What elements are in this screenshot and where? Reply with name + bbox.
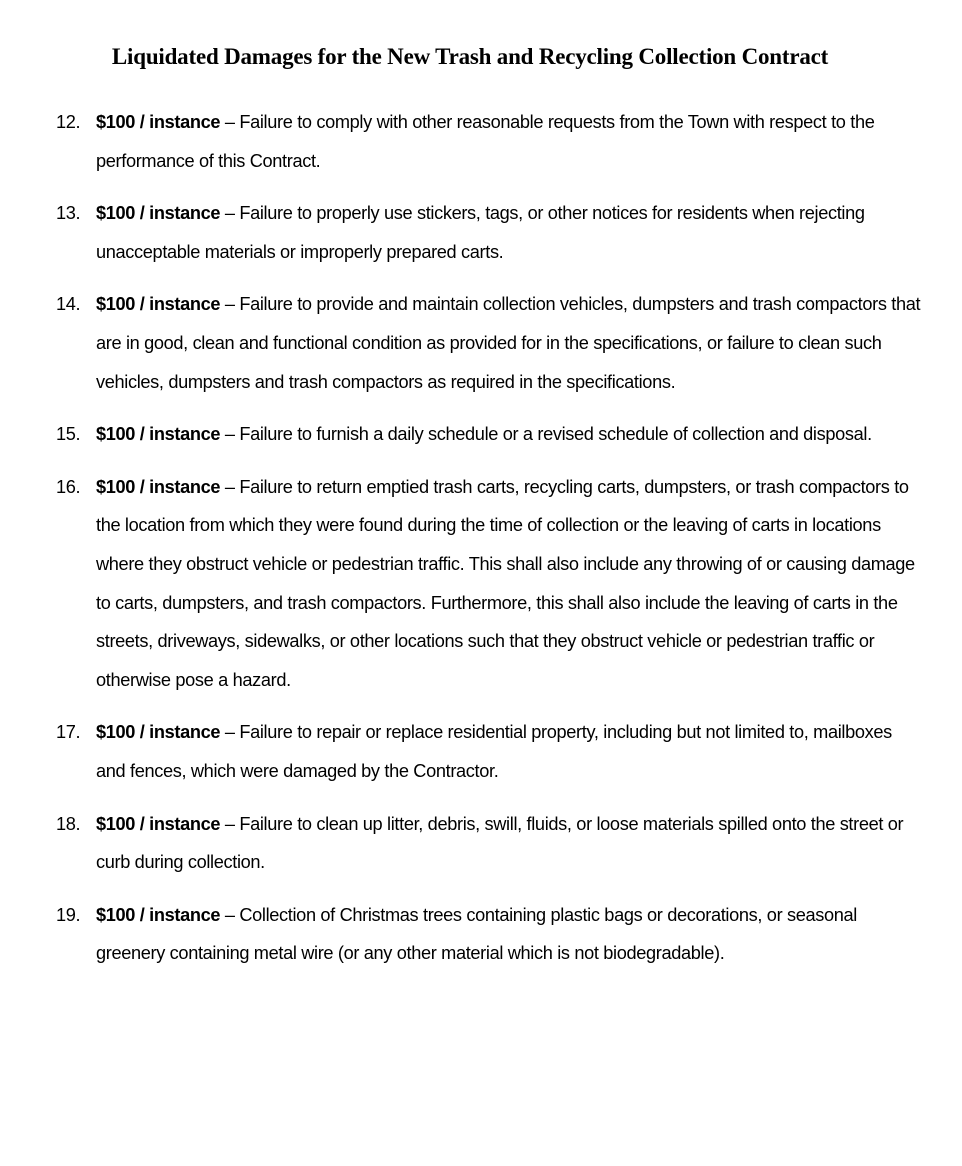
item-amount: $100 / instance xyxy=(96,294,221,315)
list-item xyxy=(0,285,962,401)
item-amount: $100 / instance xyxy=(96,112,221,132)
item-number: 19. xyxy=(56,904,81,925)
item-text: – Collection of Christmas trees containing plastic bags or decorations, or seasonal greenery containing metal wire (or any other material which is not biodegradable). xyxy=(96,904,857,964)
liquidated-damages-list xyxy=(0,103,962,987)
item-text: – Failure to clean up litter, debris, swill, fluids, or loose materials spilled onto the street or curb during collection. xyxy=(96,813,904,873)
item-amount: $100 / instance xyxy=(96,203,221,224)
item-text: – Failure to comply with other reasonable requests from the Town with respect to the performance of this Contract. xyxy=(96,112,875,171)
item-text: – Failure to return emptied trash carts, recycling carts, dumpsters, or trash compactors to the location from which they were found during the time of collection or the leaving of carts in locations where they obstruct vehicle or pedestrian traffic. This shall also include any throwing of or causing damage to carts, dumpsters, and trash compactors. Furthermore, this shall also include the leaving of carts in the streets, driveways, sidewalks, or other locations such that they obstruct vehicle or pedestrian traffic or otherwise pose a hazard. xyxy=(96,476,915,690)
item-text: – Failure to repair or replace residential property, including but not limited to, mailboxes and fences, which were damaged by the Contractor. xyxy=(96,722,892,781)
list-item xyxy=(0,103,962,180)
list-item xyxy=(0,713,962,790)
item-text: – Failure to furnish a daily schedule or a revised schedule of collection and disposal. xyxy=(220,424,872,445)
item-number: 14. xyxy=(56,294,81,315)
list-item xyxy=(0,805,962,882)
item-amount: $100 / instance xyxy=(96,476,221,497)
item-text: – Failure to properly use stickers, tags, or other notices for residents when rejecting unacceptable materials or improperly prepared carts. xyxy=(96,203,865,262)
item-number: 15. xyxy=(56,424,81,445)
item-number: 18. xyxy=(56,813,81,834)
item-amount: $100 / instance xyxy=(96,424,221,445)
list-item xyxy=(0,468,962,700)
list-item xyxy=(0,194,962,271)
item-amount: $100 / instance xyxy=(96,813,221,834)
list-item xyxy=(0,415,962,454)
item-amount: $100 / instance xyxy=(96,904,221,925)
item-number: 17. xyxy=(56,722,81,743)
item-number: 12. xyxy=(56,112,81,132)
document-title: Liquidated Damages for the New Trash and Recycling Collection Contract xyxy=(111,44,829,70)
item-number: 13. xyxy=(56,203,81,224)
item-number: 16. xyxy=(56,476,81,497)
item-amount: $100 / instance xyxy=(96,722,221,743)
list-item xyxy=(0,896,962,973)
item-text: – Failure to provide and maintain collection vehicles, dumpsters and trash compactors that are in good, clean and functional condition as provided for in the specifications, or failure to clean such vehicles, dumpsters and trash compactors as required in the specifications. xyxy=(96,294,921,392)
